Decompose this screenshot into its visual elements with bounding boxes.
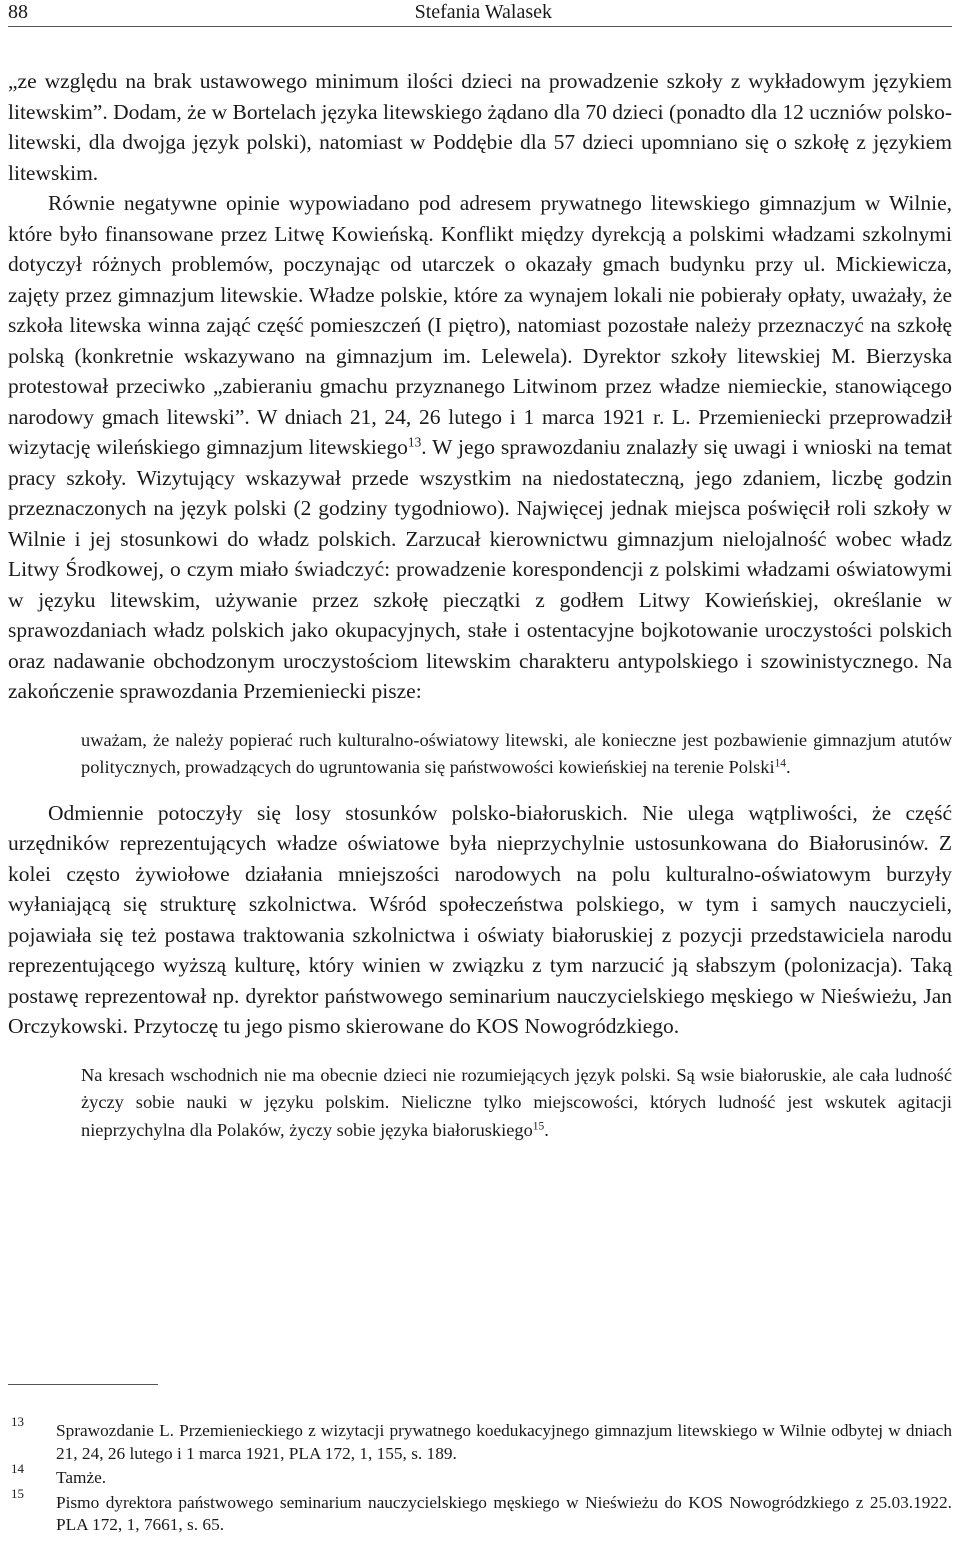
block-quote-2 [8,1062,952,1145]
footnote-ref-15: 15 [532,1120,545,1133]
footnote-separator [8,1384,158,1385]
paragraph-2-text-cont: . W jego sprawozdaniu znalazły się uwagi i wnioski na temat pracy szkoły. Wizytujący wskazywał przede wszystkim na niedostateczną, jego zdaniem, liczbę godzin przeznaczonych na język polski (2 godziny tygodniowo). Najwięcej jednak miejsca poświęcił roli szkoły w Wilnie i jej stosunkowi do władz polskich. Zarzucał kierownictwu gimnazjum nielojalność wobec władz Litwy Środkowej, o czym miało świadczyć: prowadzenie korespondencji z polskimi władzami oświatowymi w języku litewskim, używanie przez szkołę pieczątki z godłem Litwy Kowieńskiej, określanie w sprawozdaniach władz polskich jako okupacyjnych, stałe i ostentacyjne bojkotowanie uroczystości polskich oraz nadawanie obchodzonym uroczystościom litewskim charakteru antypolskiego i szowinistycznego. Na zakończenie sprawozdania Przemieniecki pisze: [8,435,952,703]
footnote-number: 14 [11,1461,24,1476]
page-header [8,0,952,27]
footnote-text: Pismo dyrektora państwowego seminarium nauczycielskiego męskiego w Nieświeżu do KOS Nowogródzkiego z 25.03.1922. PLA 172, 1, 7661, s. 65. [56,1492,952,1534]
block-quote-1-text: uważam, że należy popierać ruch kulturalno-oświatowy litewski, ale konieczne jest pozbawienie gimnazjum atutów politycznych, prowadzących do ugruntowania się państwowości kowieńskiej na terenie Polski [81,729,952,777]
footnote-text: Sprawozdanie L. Przemienieckiego z wizytacji prywatnego koedukacyjnego gimnazjum litewskiego w Wilnie odbytej w dniach 21, 24, 26 lutego i 1 marca 1921, PLA 172, 1, 155, s. 189. [56,1421,952,1463]
paragraph-2 [8,188,952,707]
paragraph-2-text: Równie negatywne opinie wypowiadano pod adresem prywatnego litewskiego gimnazjum w Wilnie, które było finansowane przez Litwę Kowieńską. Konflikt między dyrekcją a polskimi władzami szkolnymi dotyczył różnych problemów, poczynając od utarczek o okazały gmach budynku przy ul. Mickiewicza, zajęty przez gimnazjum litewskie. Władze polskie, które za wynajem lokali nie pobierały opłaty, uważały, że szkoła litewska winna zająć część pomieszczeń (I piętro), natomiast pozostałe należy przeznaczyć na szkołę polską (konkretnie wskazywano na gimnazjum im. Lelewela). Dyrektor szkoły litewskiej M. Bierzyska protestował przeciwko „zabieraniu gmachu przyznanego Litwinom przez władze niemieckie, stanowiącego narodowy gmach litewski”. W dniach 21, 24, 26 lutego i 1 marca 1921 r. L. Przemieniecki przeprowadził wizytację wileńskiego gimnazjum litewskiego [8,191,952,459]
footnote-14 [8,1461,952,1490]
block-quote-1-end: . [785,757,791,777]
page-number: 88 [8,1,28,23]
running-head: Stefania Walasek [414,1,552,23]
footnote-number: 13 [11,1414,24,1429]
paragraph-1: „ze względu na brak ustawowego minimum ilości dzieci na prowadzenie szkoły z wykładowym językiem litewskim”. Dodam, że w Bortelach języka litewskiego żądano dla 70 dzieci (ponadto dla 12 uczniów polsko-litewski, dla dwojga język polski), natomiast w Poddębie dla 57 dzieci upomniano się o szkołę z językiem litewskim. [8,69,952,185]
main-text [8,66,952,1144]
block-quote-2-end: . [544,1119,549,1140]
block-quote-2-text: Na kresach wschodnich nie ma obecnie dzieci nie rozumiejących język polski. Są wsie białoruskie, ale cała ludność życzy sobie nauki w języku polskim. Nieliczne tylko miejscowości, których ludność jest wskutek agitacji nieprzychylna dla Polaków, życzy sobie języka białoruskiego [81,1064,952,1140]
footnote-number: 15 [11,1485,24,1501]
block-quote-1 [8,727,952,782]
footnote-text: Tamże. [56,1468,107,1487]
footnote-ref-14: 14 [774,757,786,770]
footnotes [8,1414,952,1539]
footnote-13 [8,1414,952,1465]
footnote-ref-13: 13 [407,434,422,450]
footnote-15 [8,1485,952,1537]
paragraph-3: Odmiennie potoczyły się losy stosunków polsko-białoruskich. Nie ulega wątpliwości, że część urzędników reprezentujących władze oświatowe była nieprzychylnie ustosunkowana do Białorusinów. Z kolei często żywiołowe działania mniejszości narodowych na polu kulturalno-oświatowym burzyły wyłaniającą się strukturę szkolnictwa. Wśród społeczeństwa polskiego, w tym i samych nauczycieli, pojawiała się też postawa traktowania szkolnictwa i oświaty białoruskiej z pozycji przedstawiciela narodu reprezentującego wyższą kulturę, który winien w związku z tym narzucić ją słabszym (polonizacja). Taką postawę reprezentował np. dyrektor państwowego seminarium nauczycielskiego męskiego w Nieświeżu, Jan Orczykowski. Przytoczę tu jego pismo skierowane do KOS Nowogródzkiego. [8,800,952,1038]
